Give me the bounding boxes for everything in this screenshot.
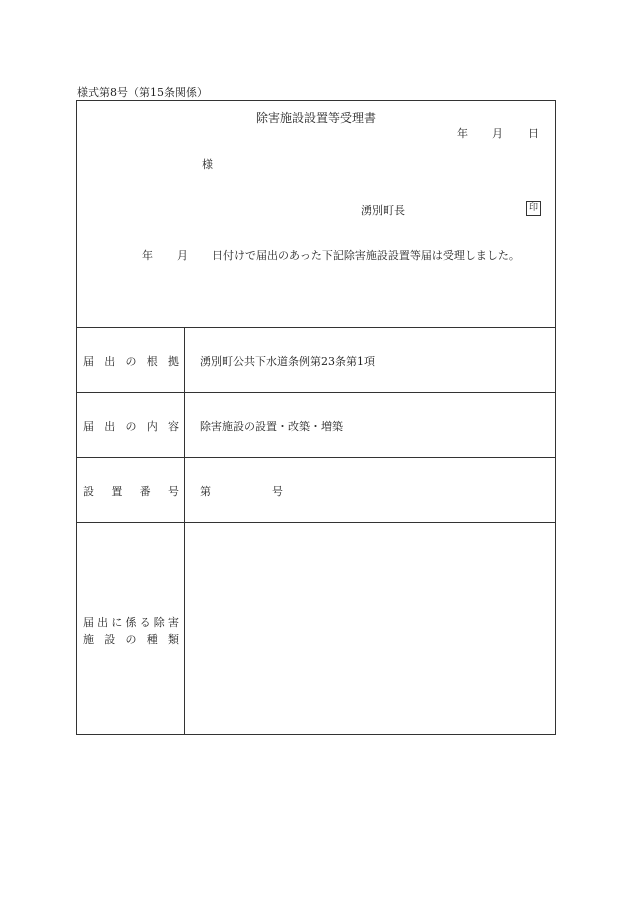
row-label-basis: 届 出 の 根 拠 xyxy=(83,355,179,368)
table-column-divider xyxy=(184,327,185,735)
row-value-number-suffix: 号 xyxy=(272,485,283,498)
document-title: 除害施設設置等受理書 xyxy=(255,111,376,125)
table-divider xyxy=(77,327,555,328)
row-label-type-line1: 届 出 に 係 る 除 害 xyxy=(83,616,179,629)
acceptance-form xyxy=(76,100,556,735)
date-day: 日 xyxy=(528,127,539,140)
date-month: 月 xyxy=(492,127,503,140)
table-divider xyxy=(77,392,555,393)
issuer-name: 湧別町長 xyxy=(361,204,405,217)
row-value-basis: 湧別町公共下水道条例第23条第1項 xyxy=(200,355,375,368)
body-year: 年 xyxy=(142,249,153,262)
form-number: 様式第8号（第15条関係） xyxy=(77,86,208,99)
date-year: 年 xyxy=(457,127,468,140)
body-month: 月 xyxy=(177,249,188,262)
table-divider xyxy=(77,457,555,458)
row-label-number: 設 置 番 号 xyxy=(83,485,179,498)
table-divider xyxy=(77,522,555,523)
row-label-content: 届 出 の 内 容 xyxy=(83,420,179,433)
row-value-number-prefix: 第 xyxy=(200,485,211,498)
row-label-type-line2: 施 設 の 種 類 xyxy=(83,633,179,646)
seal-mark: 印 xyxy=(526,201,541,216)
body-text: 日付けで届出のあった下記除害施設設置等届は受理しました。 xyxy=(212,249,520,262)
row-value-content: 除害施設の設置・改築・増築 xyxy=(200,420,343,433)
addressee-suffix: 様 xyxy=(202,158,213,171)
